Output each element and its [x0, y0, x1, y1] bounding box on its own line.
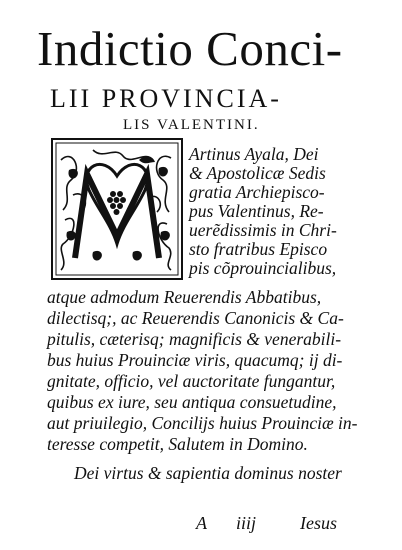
text-line-1: Artinus Ayala, Dei: [189, 144, 319, 164]
title-line-3: LIS VALENTINI.: [123, 117, 260, 133]
decorated-initial-m-image: [51, 138, 183, 280]
text-line-16: Dei virtus & sapientia dominus noster: [74, 463, 342, 483]
text-line-11: bus huius Prouinciæ viris, quacumq; ij di-: [47, 350, 343, 370]
text-line-13: quibus ex iure, seu antiqua consuetudine,: [47, 392, 337, 412]
text-line-6: sto fratribus Episco: [189, 239, 328, 259]
text-line-15: teresse competit, Salutem in Domino.: [47, 434, 308, 454]
text-line-9: dilectisq;, ac Reuerendis Canonicis & Ca-: [47, 308, 344, 328]
text-line-3: gratia Archiepisco-: [189, 182, 325, 202]
signature-number: iiij: [236, 513, 257, 533]
page-title: Indictio Conci-: [37, 21, 343, 76]
catchword: Iesus: [300, 513, 337, 533]
text-line-7: pis cõprouincialibus,: [189, 258, 337, 278]
text-line-4: pus Valentinus, Re-: [189, 201, 324, 221]
text-line-14: aut priuilegio, Concilijs huius Prouinciæ in-: [47, 413, 358, 433]
text-line-2: & Apostolicæ Sedis: [189, 163, 326, 183]
text-line-5: uerẽdissimis in Chri-: [189, 220, 337, 240]
text-line-12: gnitate, officio, vel auctoritate fungantur,: [47, 371, 336, 391]
signature-mark: A: [196, 513, 207, 533]
title-line-2: LII PROVINCIA-: [50, 84, 282, 113]
text-line-10: pitulis, cæterisq; magnificis & venerabili-: [47, 329, 342, 349]
text-line-8: atque admodum Reuerendis Abbatibus,: [47, 287, 322, 307]
